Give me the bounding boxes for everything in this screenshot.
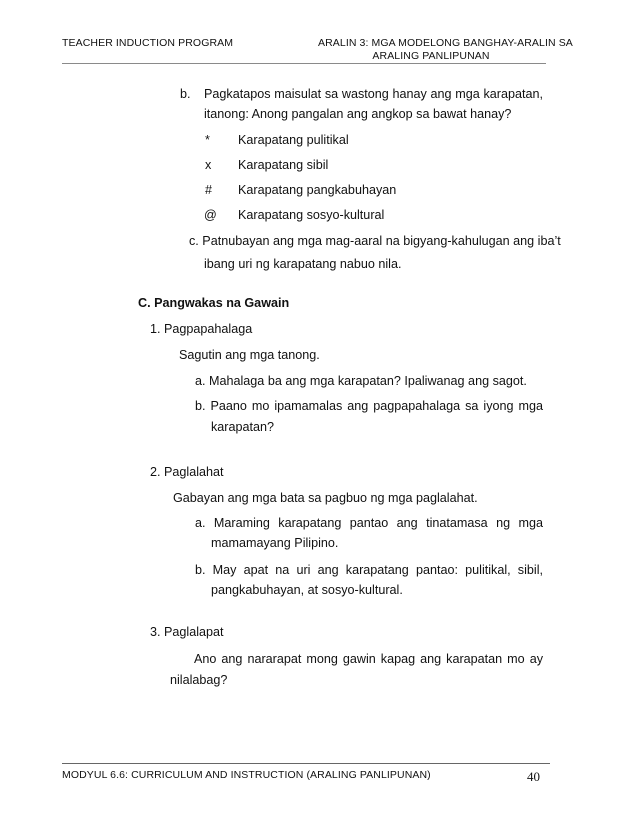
- section-heading: C. Pangwakas na Gawain: [138, 296, 290, 310]
- item-b-line1: Pagkatapos maisulat sa wastong hanay ang mga karapatan,: [204, 87, 543, 101]
- symbol-4-label: Karapatang sosyo-kultural: [238, 208, 385, 222]
- symbol-2-label: Karapatang sibil: [238, 158, 329, 172]
- item-2b-line2: pangkabuhayan, at sosyo-kultural.: [211, 583, 403, 597]
- item-2b-line1: b. May apat na uri ang karapatang pantao: pulitikal, sibil,: [195, 563, 543, 577]
- item-b-line2: itanong: Anong pangalan ang angkop sa bawat hanay?: [204, 107, 512, 121]
- item-3-title: 3. Paglalapat: [150, 625, 224, 639]
- footer-text: MODYUL 6.6: CURRICULUM AND INSTRUCTION (ARALING PANLIPUNAN): [62, 769, 431, 781]
- header-right-line1: ARALIN 3: MGA MODELONG BANGHAY-ARALIN SA: [318, 37, 573, 49]
- footer-rule: [62, 763, 550, 764]
- item-2-title: 2. Paglalahat: [150, 465, 224, 479]
- item-c-line1: c. Patnubayan ang mga mag-aaral na bigyang-kahulugan ang iba’t: [189, 234, 561, 248]
- symbol-1: *: [205, 133, 210, 147]
- item-1-title: 1. Pagpapahalaga: [150, 322, 253, 336]
- symbol-3-label: Karapatang pangkabuhayan: [238, 183, 397, 197]
- symbol-3: #: [205, 183, 213, 197]
- item-2a-line2: mamamayang Pilipino.: [211, 536, 339, 550]
- item-b-marker: b.: [180, 87, 191, 101]
- item-3-line1: Ano ang nararapat mong gawin kapag ang karapatan mo ay: [194, 652, 543, 666]
- item-3-line2: nilalabag?: [170, 673, 228, 687]
- header-right-line2: ARALING PANLIPUNAN: [372, 50, 490, 62]
- item-c-line2: ibang uri ng karapatang nabuo nila.: [204, 257, 402, 271]
- header-left: TEACHER INDUCTION PROGRAM: [62, 37, 234, 49]
- symbol-2: x: [205, 158, 212, 172]
- page-number: 40: [527, 769, 540, 784]
- item-1b-line2: karapatan?: [211, 420, 275, 434]
- item-2-intro: Gabayan ang mga bata sa pagbuo ng mga paglalahat.: [173, 491, 478, 505]
- symbol-4: @: [204, 208, 217, 222]
- item-1b-line1: b. Paano mo ipamamalas ang pagpapahalaga sa iyong mga: [195, 399, 543, 413]
- item-1a: a. Mahalaga ba ang mga karapatan? Ipaliwanag ang sagot.: [195, 374, 527, 388]
- item-2a-line1: a. Maraming karapatang pantao ang tinatamasa ng mga: [195, 516, 543, 530]
- header-rule: [62, 63, 546, 64]
- item-1-intro: Sagutin ang mga tanong.: [179, 348, 320, 362]
- symbol-1-label: Karapatang pulitikal: [238, 133, 349, 147]
